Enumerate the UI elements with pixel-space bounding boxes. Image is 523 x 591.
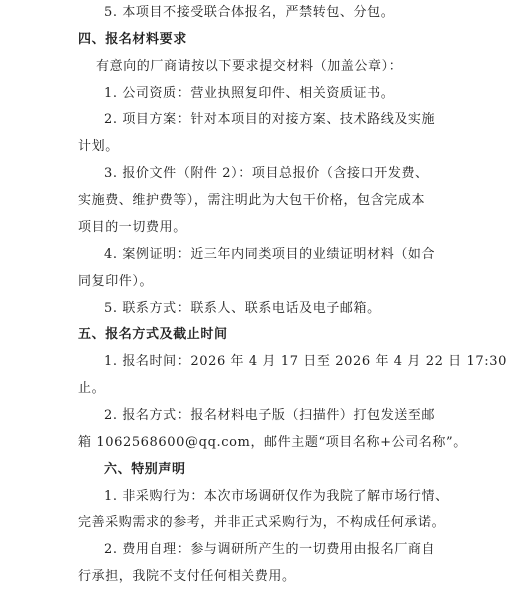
statement-item-noncommitment-line2: 完善采购需求的参考，并非正式采购行为，不构成任何承诺。 [78,515,446,530]
section-heading-registration: 五、报名方式及截止时间 [78,327,228,342]
materials-item-quote-line2: 实施费、维护费等），需注明此为大包干价格，包含完成本 [78,193,426,208]
section-heading-materials: 四、报名材料要求 [78,32,187,47]
statement-item-costs-line1: 2. 费用自理：参与调研所产生的一切费用由报名厂商自 [104,542,436,557]
registration-method-line2: 箱 1062568600@qq.com，邮件主题“项目名称+公司名称”。 [78,435,467,450]
section-heading-statement: 六、特别声明 [104,462,186,477]
registration-time-line1: 1. 报名时间：2026 年 4 月 17 日至 2026 年 4 月 22 日 17:30 [104,354,507,369]
materials-item-cases-line1: 4. 案例证明：近三年内同类项目的业绩证明材料（如合 [104,247,436,262]
materials-item-plan-line1: 2. 项目方案：针对本项目的对接方案、技术路线及实施 [104,112,436,127]
materials-item-cases-line2: 同复印件）。 [78,274,154,289]
item-no-consortium: 5. 本项目不接受联合体报名，严禁转包、分包。 [104,5,395,20]
materials-item-quote-line3: 项目的一切费用。 [78,220,187,235]
materials-item-plan-line2: 计划。 [78,139,119,154]
materials-item-qualification: 1. 公司资质：营业执照复印件、相关资质证书。 [104,86,395,101]
statement-item-costs-line2: 行承担，我院不支付任何相关费用。 [78,569,296,584]
statement-item-noncommitment-line1: 1. 非采购行为：本次市场调研仅作为我院了解市场行情、 [104,489,449,504]
materials-item-quote-line1: 3. 报价文件（附件 2）：项目总报价（含接口开发费、 [104,166,429,181]
materials-item-contact: 5. 联系方式：联系人、联系电话及电子邮箱。 [104,301,381,316]
registration-method-line1: 2. 报名方式：报名材料电子版（扫描件）打包发送至邮 [104,408,436,423]
materials-intro: 有意向的厂商请按以下要求提交材料（加盖公章）： [96,59,403,74]
registration-time-line2: 止。 [78,381,106,396]
